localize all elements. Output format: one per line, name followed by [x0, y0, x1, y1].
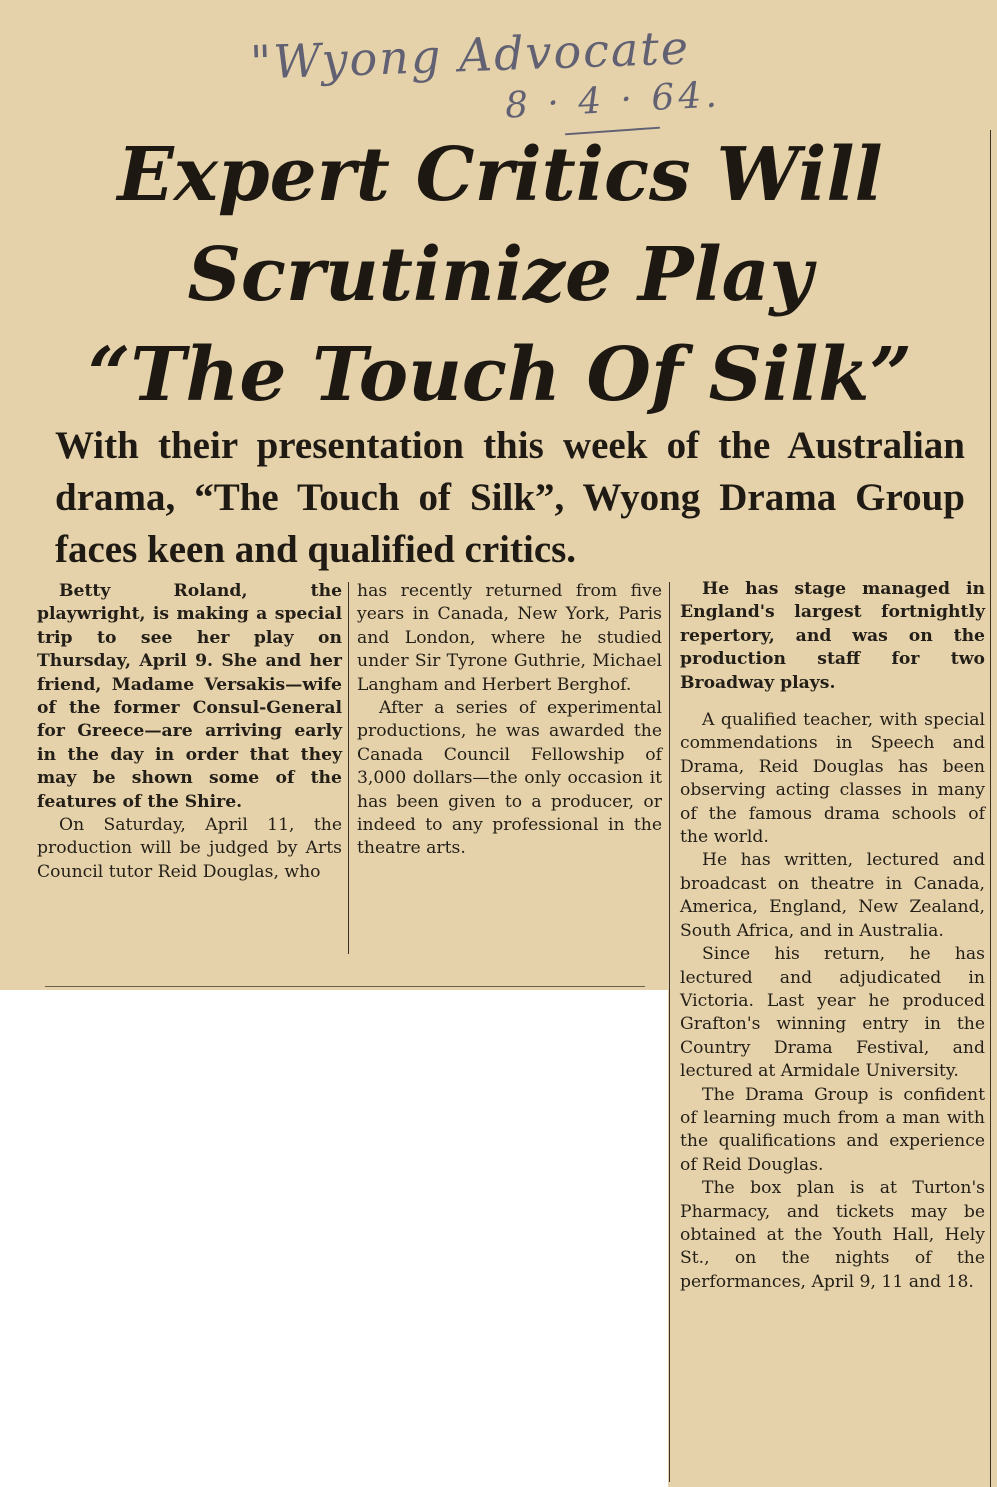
- column-rule-1: [348, 582, 349, 954]
- article-paragraph: Since his return, he has lectured and adjudicated in Victoria. Last year he produced Grafton's winning entry in the Country Drama Festival, and lectured at Armidale University.: [680, 944, 985, 1082]
- handwritten-date: 8 · 4 · 64.: [504, 74, 722, 127]
- article-paragraph: On Saturday, April 11, the production will be judged by Arts Council tutor Reid Douglas, who: [37, 815, 342, 882]
- handwritten-note: [250, 18, 770, 138]
- headline-line-3: “The Touch Of Silk”: [87, 332, 913, 418]
- headline: [40, 125, 960, 425]
- article-paragraph: A qualified teacher, with special commendations in Speech and Drama, Reid Douglas has been observing acting classes in many of the famous drama schools of the world.: [680, 710, 985, 848]
- article-paragraph: Betty Roland, the playwright, is making a special trip to see her play on Thursday, April 9. She and her friend, Madame Versakis—wife of the former Consul-General for Greece—are arriving early in the day in order that they may be shown some of the features of the Shire.: [37, 581, 342, 812]
- column-rule-2: [669, 582, 670, 1482]
- article-column-2: [357, 580, 662, 861]
- headline-line-2: Scrutinize Play: [187, 232, 813, 318]
- article-paragraph: The box plan is at Turton's Pharmacy, and tickets may be obtained at the Youth Hall, Hely St., on the nights of the performances, April 9, 11 and 18.: [680, 1178, 985, 1292]
- bottom-rule: [45, 986, 645, 987]
- headline-line-1: Expert Critics Will: [117, 132, 883, 218]
- article-paragraph: After a series of experimental productions, he was awarded the Canada Council Fellowship of 3,000 dollars—the only occasion it has been given to a producer, or indeed to any professional in the theatre arts.: [357, 698, 662, 859]
- article-paragraph: has recently returned from five years in Canada, New York, Paris and London, where he studied under Sir Tyrone Guthrie, Michael Langham and Herbert Berghof.: [357, 581, 662, 695]
- article-paragraph: The Drama Group is confident of learning much from a man with the qualifications and experience of Reid Douglas.: [680, 1084, 985, 1175]
- article-column-3: [680, 578, 985, 1294]
- clipping-right-edge: [990, 130, 991, 1487]
- subheadline: With their presentation this week of the Australian drama, “The Touch of Silk”, Wyong Drama Group faces keen and qualified critics.: [55, 424, 965, 571]
- article-paragraph: He has stage managed in England's largest fortnightly repertory, and was on the production staff for two Broadway plays.: [680, 579, 985, 693]
- handwritten-publication: "Wyong Advocate: [249, 20, 691, 90]
- article-paragraph: He has written, lectured and broadcast on theatre in Canada, America, England, New Zealand, South Africa, and in Australia.: [680, 850, 985, 941]
- article-column-1: [37, 580, 342, 884]
